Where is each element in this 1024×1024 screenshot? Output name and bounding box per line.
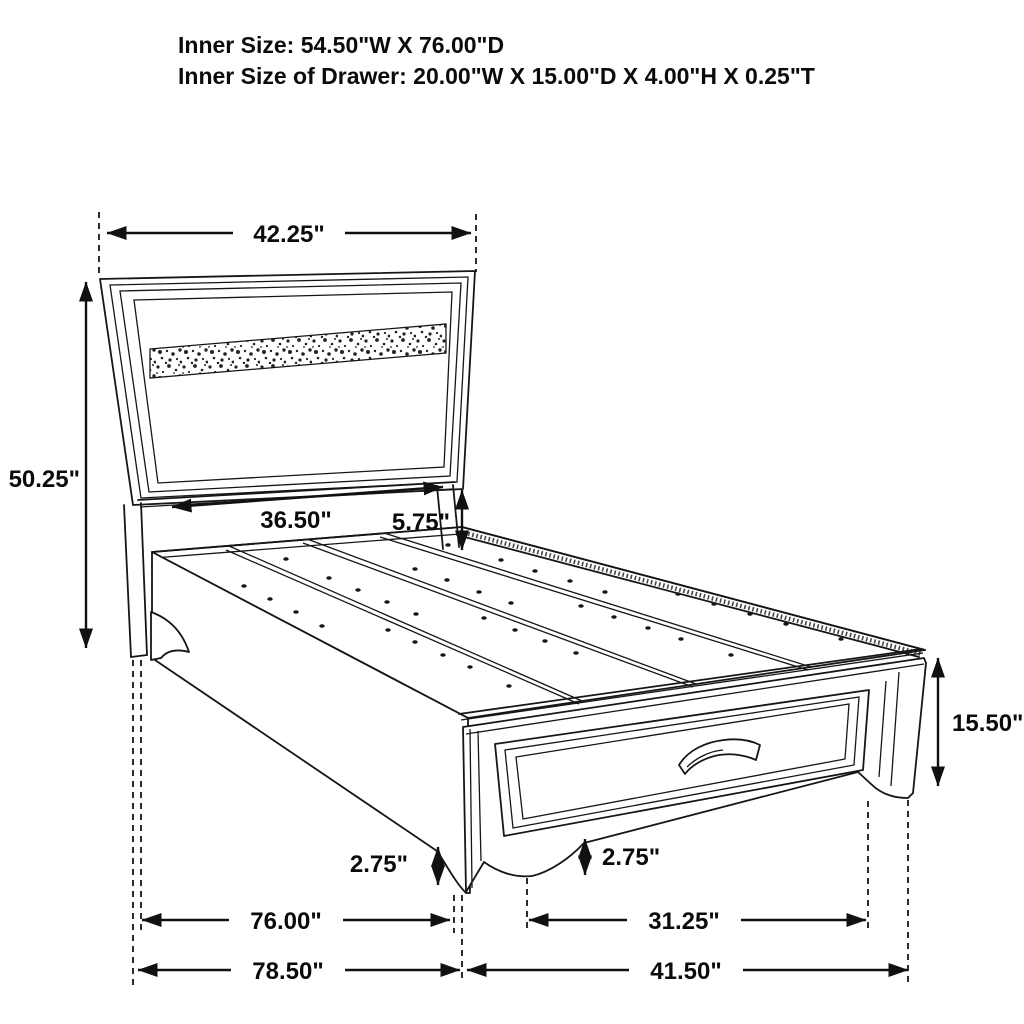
headboard-left-leg (124, 503, 147, 657)
dimension-footboard-leg-span (529, 905, 866, 935)
inner-size-line: Inner Size: 54.50"W X 76.00"D (178, 32, 505, 58)
dimension-headboard-width (107, 218, 471, 248)
dimension-center-foot-height (585, 839, 660, 875)
dimension-left-foot-height (350, 847, 438, 885)
label-center-foot-height: 2.75" (602, 844, 661, 871)
label-footboard-height: 15.50" (952, 710, 1024, 737)
label-inner-length: 76.00" (250, 908, 322, 935)
label-overall-length: 78.50" (252, 958, 324, 985)
label-headboard-width: 42.25" (253, 221, 325, 248)
label-footboard-leg-span: 31.25" (648, 908, 720, 935)
label-side-rail-height: 5.75" (391, 509, 450, 536)
label-headboard-height: 50.25" (8, 466, 80, 493)
label-footboard-width: 41.50" (650, 958, 722, 985)
label-headboard-inner-width: 36.50" (260, 507, 332, 534)
dimension-headboard-height (9, 282, 86, 648)
label-left-foot-height: 2.75" (349, 851, 408, 878)
dimension-footboard-width (467, 955, 908, 985)
dimension-overall-length (138, 955, 460, 985)
drawer-size-line: Inner Size of Drawer: 20.00"W X 15.00"D X 4.00"H X 0.25"T (178, 63, 815, 89)
dimension-inner-length (142, 905, 450, 935)
dimension-footboard-height (938, 658, 1023, 786)
